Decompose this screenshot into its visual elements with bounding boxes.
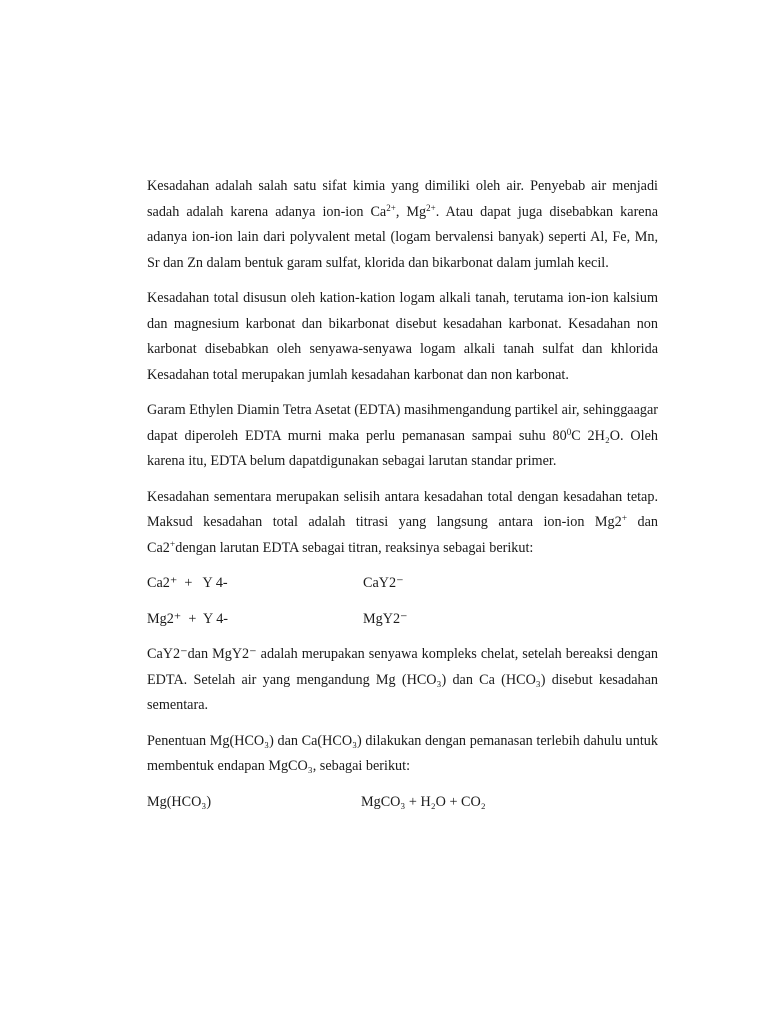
equation-calcium bbox=[147, 571, 658, 597]
paragraph-total-hardness: Kesadahan total disusun oleh kation-kation logam alkali tanah, terutama ion-ion kalsium dan magnesium karbonat dan bikarbonat disebut kesadahan karbonat. Kesadahan non karbonat disebabkan oleh senyawa-senyawa logam alkali tanah sulfat dan khlorida Kesadahan total merupakan jumlah kesadahan karbonat dan non karbonat. bbox=[147, 290, 658, 383]
paragraph-edta: Garam Ethylen Diamin Tetra Asetat (EDTA) masihmengandung partikel air, sehinggaagar dapat diperoleh EDTA murni maka perlu pemanasan sampai suhu $80^0C$ 2H₂O. Oleh karena itu, EDTA belum dapatdigunakan sebagai larutan standar primer. bbox=[147, 402, 658, 469]
document-body bbox=[147, 174, 658, 825]
paragraph-temporary-hardness: Kesadahan sementara merupakan selisih antara kesadahan total dengan kesadahan tetap. Maksud kesadahan total adalah titrasi yang langsung antara ion-ion Mg2+ dan Ca2+dengan larutan EDTA sebagai titran, reaksinya sebagai berikut: bbox=[147, 488, 658, 556]
paragraph-hardness-definition: Kesadahan adalah salah satu sifat kimia yang dimiliki oleh air. Penyebab air menjadi sadah adalah karena adanya ion-ion $Ca^{2+}$, $Mg^{2+}$. Atau dapat juga disebabkan karena adanya ion-ion lain dari polyvalent metal (logam bervalensi banyak) seperti Al, Fe, Mn, Sr dan Zn dalam bentuk garam sulfat, klorida dan bikarbonat dalam jumlah kecil. bbox=[147, 178, 658, 271]
equation-lhs: Mg2⁺ + Y 4- bbox=[147, 610, 229, 627]
equation-rhs: MgY2⁻ bbox=[363, 610, 408, 627]
equation-rhs: CaY2⁻ bbox=[363, 575, 404, 591]
equation-lhs: Ca2⁺ + Y 4- bbox=[147, 575, 228, 591]
equation-rhs: MgCO₃ + H₂O + CO₂ bbox=[361, 793, 486, 810]
paragraph-determination: Penentuan Mg(HCO₃) dan Ca(HCO₃) dilakukan dengan pemanasan terlebih dahulu untuk membentuk endapan MgCO₃, sebagai berikut: bbox=[147, 732, 658, 774]
paragraph-chelate-complex: CaY2⁻dan MgY2⁻ adalah merupakan senyawa kompleks chelat, setelah bereaksi dengan EDTA. Setelah air yang mengandung Mg (HCO₃) dan Ca (HCO₃) disebut kesadahan sementara. bbox=[147, 646, 658, 713]
equation-lhs: Mg(HCO₃) bbox=[147, 793, 212, 810]
equation-magnesium bbox=[147, 607, 658, 633]
equation-magnesium-bicarbonate bbox=[147, 790, 658, 816]
